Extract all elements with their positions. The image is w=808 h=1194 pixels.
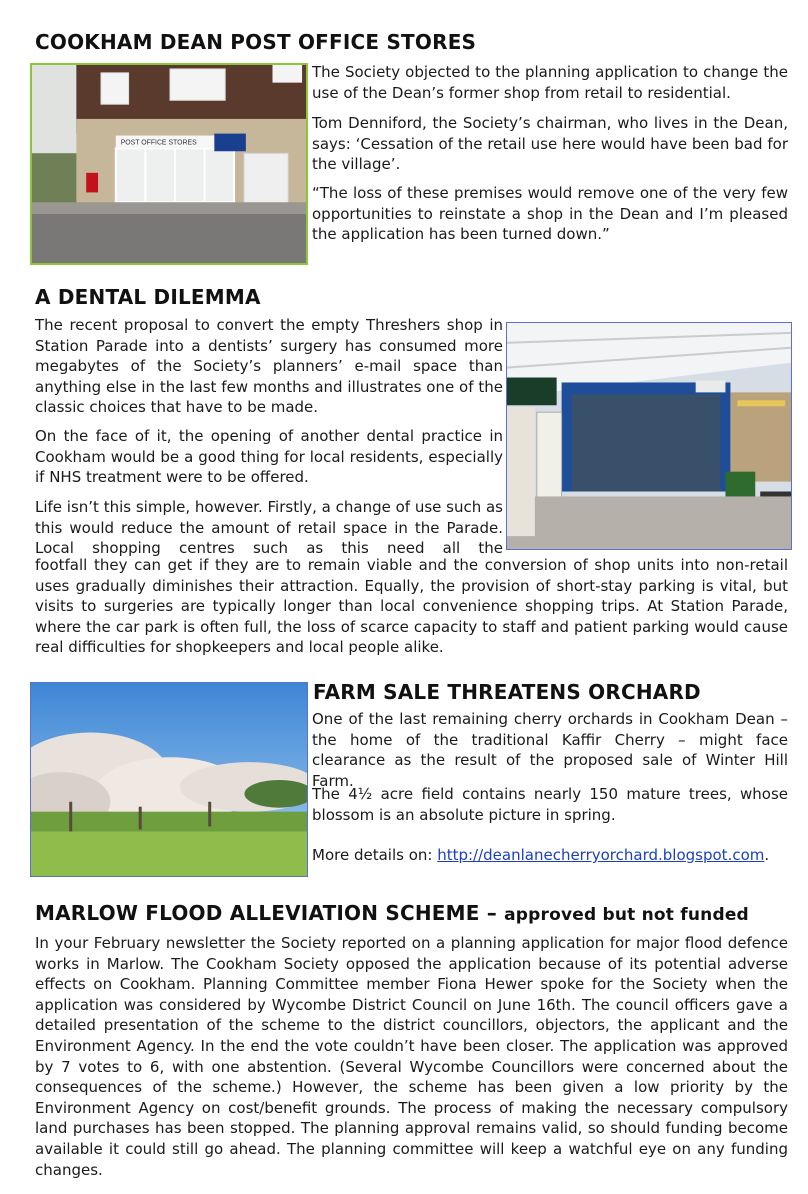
post-office-paragraph-3: “The loss of these premises would remove one of the very few opportunities to reinstate a shop in the Dean and I’m pleased the application has been turned down.” bbox=[312, 184, 788, 244]
marlow-title: MARLOW FLOOD ALLEVIATION SCHEME bbox=[35, 901, 480, 925]
farm-paragraph-2: The 4½ acre field contains nearly 150 mature trees, whose blossom is an absolute picture in spring. bbox=[312, 785, 788, 824]
marlow-paragraph: In your February newsletter the Society reported on a planning application for major flood defence works in Marlow. The Cookham Society opposed the application because of its potential adverse effects on Cookham. Planning Committee member Fiona Hewer spoke for the Society when the application was considered by Wycombe District Council on June 16th. The council officers gave a detailed presentation of the scheme to the district councillors, objectors, the applicant and the Environment Agency. In the end the vote couldn’t have been closer. The application was approved by 7 votes to 6, with one abstention. (Several Wycombe Councillors were concerned about the consequences of the scheme.) However, the scheme has been given a low priority by the Environment Agency on cost/benefit grounds. The process of making the necessary compulsory land purchases has been stopped. The planning approval remains valid, so should funding become available it could still go ahead. The planning committee will keep a watchful eye on any funding changes. bbox=[35, 934, 788, 1179]
marlow-heading bbox=[35, 901, 749, 925]
post-office-paragraph-2: Tom Denniford, the Society’s chairman, who lives in the Dean, says: ‘Cessation of the retail use here would have been bad for the village’. bbox=[312, 114, 788, 174]
farm-paragraph-1: One of the last remaining cherry orchards in Cookham Dean – the home of the traditional Kaffir Cherry – might face clearance as the result of the proposed sale of Winter Hill Farm. bbox=[312, 710, 788, 790]
dental-paragraph-3: Life isn’t this simple, however. Firstly, a change of use such as this would reduce the amount of retail space in the Parade. Local shopping centres such as this need all the bbox=[35, 498, 503, 558]
more-details-suffix: . bbox=[764, 846, 770, 864]
farm-more-details bbox=[312, 845, 788, 866]
dental-paragraph-1: The recent proposal to convert the empty Threshers shop in Station Parade into a dentists’ surgery has consumed more megabytes of the Society’s planners’ e-mail space than anything else in the last few months and illustrates one of the classic choices that have to be made. bbox=[35, 316, 503, 417]
orchard-blog-link[interactable]: http://deanlanecherryorchard.blogspot.com bbox=[437, 846, 765, 864]
farm-heading: FARM SALE THREATENS ORCHARD bbox=[313, 680, 701, 704]
orchard-photo bbox=[30, 682, 308, 877]
post-office-heading: COOKHAM DEAN POST OFFICE STORES bbox=[35, 30, 477, 54]
station-parade-photo bbox=[506, 322, 792, 550]
dental-heading: A DENTAL DILEMMA bbox=[35, 285, 261, 309]
marlow-title-dash: – bbox=[479, 901, 505, 925]
post-office-paragraph-1: The Society objected to the planning application to change the use of the Dean’s former shop from retail to residential. bbox=[312, 63, 788, 102]
dental-paragraph-2: On the face of it, the opening of another dental practice in Cookham would be a good thing for local residents, especially if NHS treatment were to be offered. bbox=[35, 427, 503, 487]
post-office-photo bbox=[30, 63, 308, 265]
more-details-prefix: More details on: bbox=[312, 846, 438, 864]
dental-paragraph-4: footfall they can get if they are to remain viable and the conversion of shop units into non-retail uses gradually diminishes their attraction. Equally, the provision of short-stay parking is vital, but visits to surgeries are typically longer than local convenience shopping trips. At Station Parade, where the car park is often full, the loss of scarce capacity to staff and patient parking would cause real difficulties for shopkeepers and local people alike. bbox=[35, 556, 788, 657]
marlow-subtitle: approved but not funded bbox=[504, 905, 749, 925]
shop-sign-text: POST OFFICE STORES bbox=[120, 139, 197, 147]
